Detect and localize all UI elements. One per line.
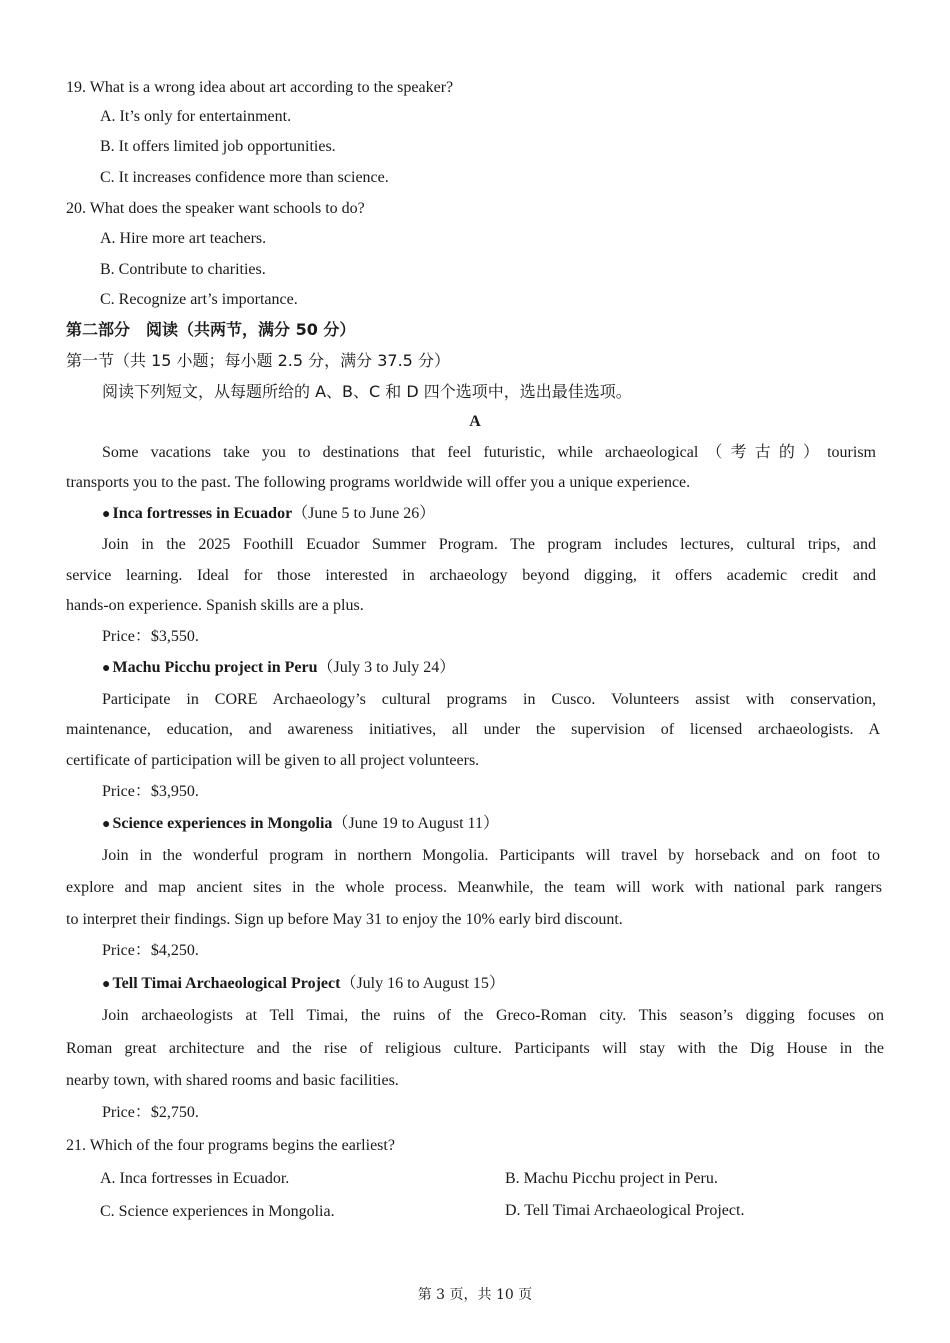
program-text-line: Participate in CORE Archaeology’s cultural programs in Cusco. Volunteers assist with conservation, xyxy=(102,691,876,708)
program-text-line: to interpret their findings. Sign up before May 31 to enjoy the 10% early bird discount. xyxy=(66,911,623,928)
program-title: Tell Timai Archaeological Project xyxy=(112,975,341,992)
question-text: What does the speaker want schools to do? xyxy=(89,200,365,217)
program-dates: （June 5 to June 26） xyxy=(292,505,436,522)
q21-option-c[interactable]: C. Science experiences in Mongolia. xyxy=(100,1203,335,1220)
program-heading-ecuador xyxy=(102,503,435,526)
bullet-icon: ● xyxy=(102,507,111,522)
program-title: Inca fortresses in Ecuador xyxy=(112,505,293,522)
program-price: Price：$3,950. xyxy=(102,783,199,800)
q20-option-c[interactable]: C. Recognize art’s importance. xyxy=(100,291,298,308)
q19-option-a[interactable]: A. It’s only for entertainment. xyxy=(100,108,292,125)
q19-option-b[interactable]: B. It offers limited job opportunities. xyxy=(100,138,336,155)
program-text-line: maintenance, education, and awareness initiatives, all under the supervision of licensed archaeologists. A xyxy=(66,721,880,738)
program-text-line: service learning. Ideal for those interested in archaeology beyond digging, it offers academic credit and xyxy=(66,567,876,584)
program-text-line: Join in the wonderful program in northern Mongolia. Participants will travel by horseback and on foot to xyxy=(102,847,880,864)
passage-label: A xyxy=(469,413,481,430)
program-heading-peru xyxy=(102,657,455,680)
program-price: Price：$3,550. xyxy=(102,628,199,645)
question-number: 19. xyxy=(66,79,86,96)
q21-option-b[interactable]: B. Machu Picchu project in Peru. xyxy=(505,1170,718,1187)
program-text-line: nearby town, with shared rooms and basic facilities. xyxy=(66,1072,399,1089)
bullet-icon: ● xyxy=(102,661,111,676)
program-price: Price：$2,750. xyxy=(102,1104,199,1121)
question-19 xyxy=(66,77,453,99)
question-text: What is a wrong idea about art according to the speaker? xyxy=(89,79,454,96)
passage-intro-line-1: Some vacations take you to destinations that feel futuristic, while archaeological（考古的）tourism xyxy=(102,444,876,461)
question-number: 21. xyxy=(66,1137,86,1154)
question-number: 20. xyxy=(66,200,86,217)
q19-option-c[interactable]: C. It increases confidence more than science. xyxy=(100,169,389,186)
question-21 xyxy=(66,1135,395,1157)
bullet-icon: ● xyxy=(102,817,111,832)
section-1-title: 第一节（共 15 小题；每小题 2.5 分，满分 37.5 分） xyxy=(66,351,450,370)
reading-instruction: 阅读下列短文，从每题所给的 A、B、C 和 D 四个选项中，选出最佳选项。 xyxy=(102,382,632,401)
question-text: Which of the four programs begins the earliest? xyxy=(89,1137,395,1154)
question-20 xyxy=(66,198,365,220)
program-price: Price：$4,250. xyxy=(102,942,199,959)
q21-option-a[interactable]: A. Inca fortresses in Ecuador. xyxy=(100,1170,290,1187)
page-footer: 第 3 页，共 10 页 xyxy=(417,1287,533,1303)
program-title: Machu Picchu project in Peru xyxy=(112,659,318,676)
program-dates: （July 16 to August 15） xyxy=(340,975,505,992)
program-text-line: Roman great architecture and the rise of religious culture. Participants will stay with the Dig House in the xyxy=(66,1040,884,1057)
program-title: Science experiences in Mongolia xyxy=(112,815,333,832)
q20-option-a[interactable]: A. Hire more art teachers. xyxy=(100,230,267,247)
program-heading-tell-timai xyxy=(102,973,505,996)
passage-intro-line-2: transports you to the past. The following programs worldwide will offer you a unique experience. xyxy=(66,474,691,491)
program-text-line: Join archaeologists at Tell Timai, the ruins of the Greco-Roman city. This season’s digging focuses on xyxy=(102,1007,884,1024)
bullet-icon: ● xyxy=(102,977,111,992)
program-heading-mongolia xyxy=(102,813,499,836)
program-dates: （June 19 to August 11） xyxy=(332,815,499,832)
q21-option-d[interactable]: D. Tell Timai Archaeological Project. xyxy=(505,1202,745,1219)
program-text-line: hands-on experience. Spanish skills are a plus. xyxy=(66,597,364,614)
program-text-line: certificate of participation will be given to all project volunteers. xyxy=(66,752,480,769)
program-text-line: explore and map ancient sites in the whole process. Meanwhile, the team will work with national park rangers xyxy=(66,879,882,896)
part-2-title: 第二部分 阅读（共两节，满分 50 分） xyxy=(66,320,356,339)
program-dates: （July 3 to July 24） xyxy=(317,659,456,676)
program-text-line: Join in the 2025 Foothill Ecuador Summer Program. The program includes lectures, cultural trips, and xyxy=(102,536,876,553)
q20-option-b[interactable]: B. Contribute to charities. xyxy=(100,261,266,278)
